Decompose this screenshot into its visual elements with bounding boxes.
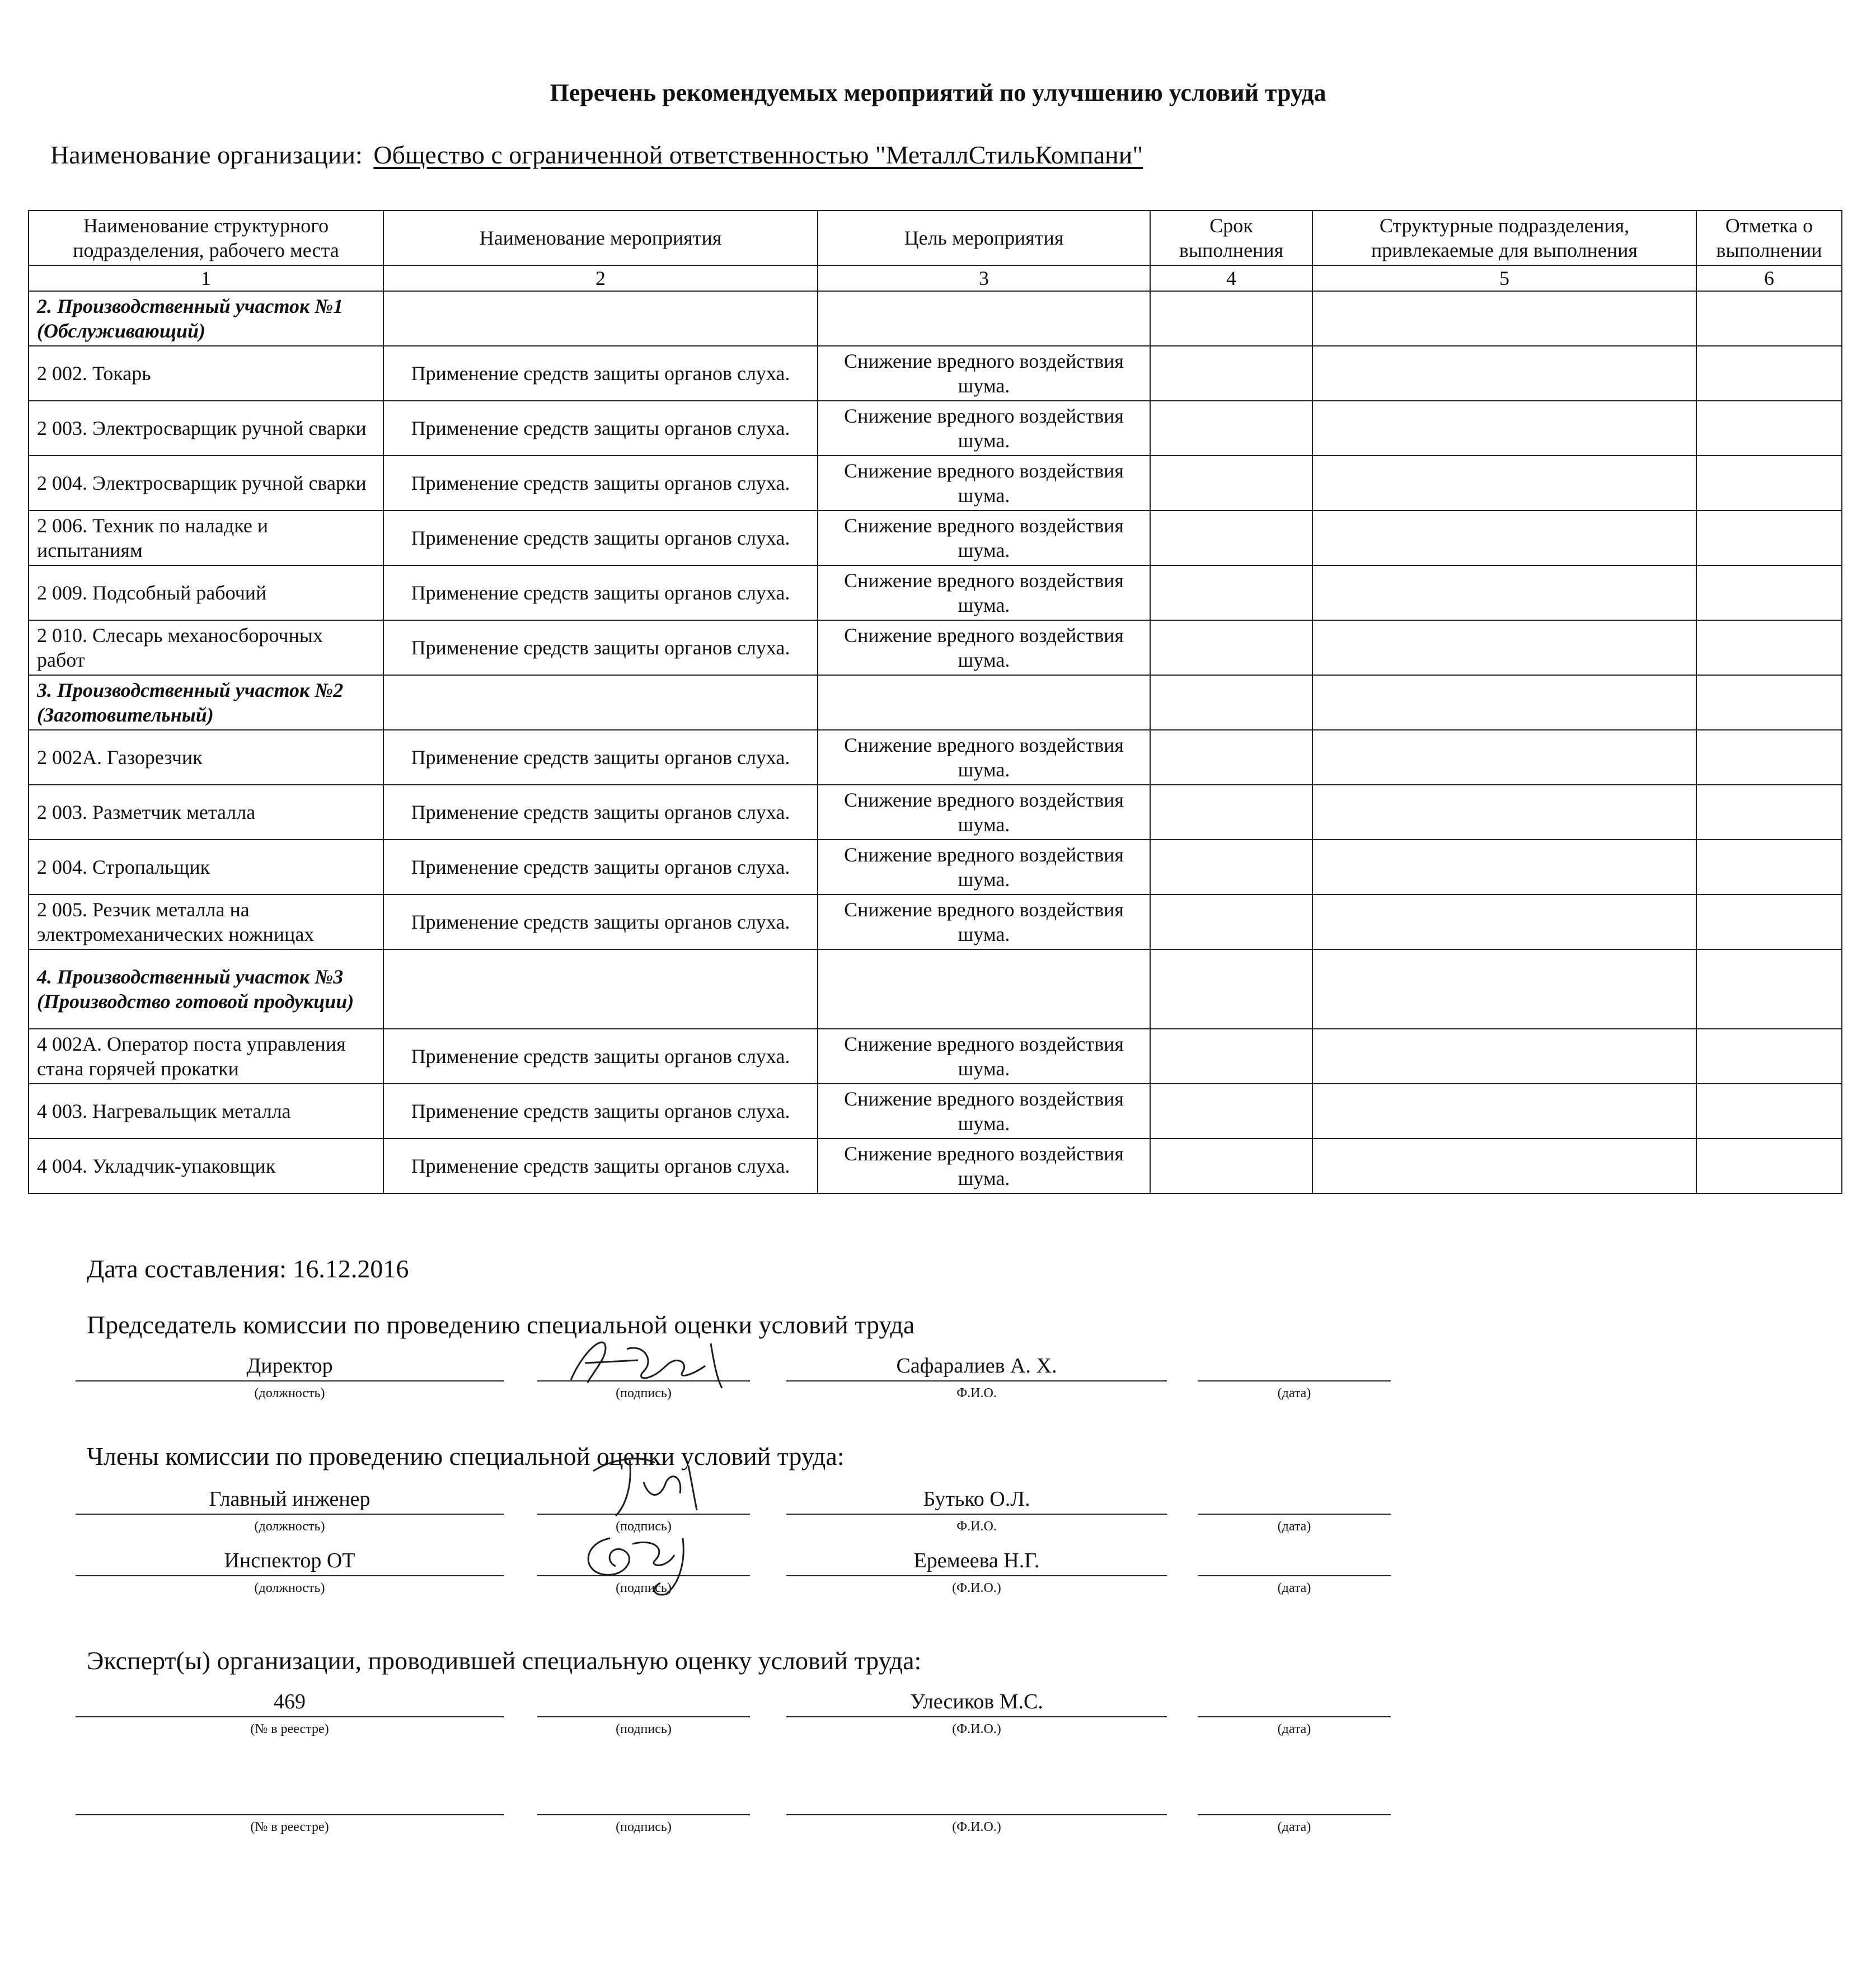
workplace-cell: 2 009. Подсобный рабочий — [29, 565, 383, 620]
measure-cell: Применение средств защиты органов слуха. — [383, 1084, 818, 1139]
measure-cell: Применение средств защиты органов слуха. — [383, 346, 818, 401]
measure-cell — [383, 949, 818, 1029]
name-field — [786, 1544, 1167, 1576]
departments-cell — [1312, 401, 1696, 456]
goal-cell: Снижение вредного воздействия шума. — [818, 346, 1150, 401]
caption: (подпись) — [616, 1722, 672, 1736]
document-title: Перечень рекомендуемых мероприятий по улучшению условий труда — [550, 79, 1326, 106]
table-row — [29, 401, 1842, 456]
goal-cell: Снижение вредного воздействия шума. — [818, 511, 1150, 565]
measure-cell: Применение средств защиты органов слуха. — [383, 1029, 818, 1084]
completion-cell — [1696, 730, 1842, 785]
goal-cell: Снижение вредного воздействия шума. — [818, 730, 1150, 785]
caption: Ф.И.О. — [956, 1519, 997, 1534]
workplace-cell: 2 003. Электросварщик ручной сварки — [29, 401, 383, 456]
workplace-cell: 2 010. Слесарь механосборочных работ — [29, 620, 383, 675]
section-row — [29, 291, 1842, 346]
table-row — [29, 511, 1842, 565]
caption: (должность) — [254, 1581, 325, 1595]
name-field — [786, 1685, 1167, 1717]
workplace-cell: 2 004. Электросварщик ручной сварки — [29, 456, 383, 511]
section-row — [29, 675, 1842, 730]
table-row — [29, 456, 1842, 511]
measure-cell: Применение средств защиты органов слуха. — [383, 456, 818, 511]
goal-cell: Снижение вредного воздействия шума. — [818, 894, 1150, 949]
completion-cell — [1696, 511, 1842, 565]
section-name: 4. Производственный участок №3 (Производство готовой продукции) — [29, 949, 383, 1029]
deadline-cell — [1150, 456, 1312, 511]
departments-cell — [1312, 1084, 1696, 1139]
measure-cell: Применение средств защиты органов слуха. — [383, 565, 818, 620]
column-number: 3 — [818, 265, 1150, 291]
table-row — [29, 346, 1842, 401]
workplace-cell: 2 004. Стропальщик — [29, 840, 383, 894]
caption: (Ф.И.О.) — [952, 1581, 1001, 1595]
measure-cell: Применение средств защиты органов слуха. — [383, 894, 818, 949]
measure-cell: Применение средств защиты органов слуха. — [383, 401, 818, 456]
departments-cell — [1312, 456, 1696, 511]
goal-cell — [818, 291, 1150, 346]
header-deadline: Срок выполнения — [1150, 210, 1312, 265]
completion-cell — [1696, 1084, 1842, 1139]
caption: (должность) — [254, 1519, 325, 1534]
column-number: 5 — [1312, 265, 1696, 291]
departments-cell — [1312, 620, 1696, 675]
measure-cell: Применение средств защиты органов слуха. — [383, 840, 818, 894]
column-number: 2 — [383, 265, 818, 291]
table-row — [29, 620, 1842, 675]
table-header-row — [29, 210, 1842, 265]
header-goal: Цель мероприятия — [818, 210, 1150, 265]
caption: (подпись) — [616, 1581, 672, 1595]
departments-cell — [1312, 291, 1696, 346]
completion-cell — [1696, 565, 1842, 620]
departments-cell — [1312, 1139, 1696, 1193]
deadline-cell — [1150, 949, 1312, 1029]
goal-cell — [818, 949, 1150, 1029]
completion-cell — [1696, 894, 1842, 949]
workplace-cell: 2 002А. Газорезчик — [29, 730, 383, 785]
deadline-cell — [1150, 894, 1312, 949]
table-row — [29, 894, 1842, 949]
caption: (Ф.И.О.) — [952, 1820, 1001, 1834]
caption: (подпись) — [616, 1820, 672, 1834]
workplace-cell: 2 002. Токарь — [29, 346, 383, 401]
position-value: Инспектор ОТ — [224, 1549, 355, 1572]
column-number: 6 — [1696, 265, 1842, 291]
position-value: Директор — [246, 1354, 333, 1378]
date-value: 16.12.2016 — [293, 1254, 409, 1283]
completion-cell — [1696, 620, 1842, 675]
deadline-cell — [1150, 511, 1312, 565]
measure-cell: Применение средств защиты органов слуха. — [383, 1139, 818, 1193]
completion-cell — [1696, 456, 1842, 511]
expert-signature-row — [0, 1783, 1876, 1839]
position-field — [76, 1482, 504, 1515]
caption: (№ в реестре) — [250, 1722, 329, 1736]
completion-cell — [1696, 949, 1842, 1029]
deadline-cell — [1150, 346, 1312, 401]
table-row — [29, 1029, 1842, 1084]
table-row — [29, 785, 1842, 840]
completion-cell — [1696, 291, 1842, 346]
date-field — [1198, 1783, 1391, 1815]
column-number: 1 — [29, 265, 383, 291]
registry-field — [76, 1685, 504, 1717]
departments-cell — [1312, 949, 1696, 1029]
measure-cell: Применение средств защиты органов слуха. — [383, 785, 818, 840]
completion-cell — [1696, 401, 1842, 456]
table-row — [29, 1084, 1842, 1139]
goal-cell: Снижение вредного воздействия шума. — [818, 565, 1150, 620]
caption: (дата) — [1277, 1820, 1311, 1834]
departments-cell — [1312, 1029, 1696, 1084]
position-field — [76, 1349, 504, 1381]
completion-cell — [1696, 1029, 1842, 1084]
registry-value: 469 — [274, 1690, 306, 1713]
name-field — [786, 1349, 1167, 1381]
compilation-date — [87, 1254, 409, 1284]
measures-table — [28, 210, 1842, 1194]
measure-cell: Применение средств защиты органов слуха. — [383, 730, 818, 785]
organization-name: Общество с ограниченной ответственностью "МеталлСтильКомпани" — [373, 140, 1143, 169]
expert-signature-row — [0, 1685, 1876, 1741]
column-number: 4 — [1150, 265, 1312, 291]
header-workplace: Наименование структурного подразделения, рабочего места — [29, 210, 383, 265]
deadline-cell — [1150, 620, 1312, 675]
workplace-cell: 4 004. Укладчик-упаковщик — [29, 1139, 383, 1193]
departments-cell — [1312, 675, 1696, 730]
workplace-cell: 2 003. Разметчик металла — [29, 785, 383, 840]
departments-cell — [1312, 840, 1696, 894]
completion-cell — [1696, 1139, 1842, 1193]
member-signature-row — [0, 1544, 1876, 1600]
completion-cell — [1696, 785, 1842, 840]
name-field — [786, 1482, 1167, 1515]
caption: (дата) — [1277, 1722, 1311, 1736]
goal-cell: Снижение вредного воздействия шума. — [818, 620, 1150, 675]
header-departments: Структурные подразделения, привлекаемые для выполнения — [1312, 210, 1696, 265]
caption: (Ф.И.О.) — [952, 1722, 1001, 1736]
workplace-cell: 2 005. Резчик металла на электромеханических ножницах — [29, 894, 383, 949]
caption: (№ в реестре) — [250, 1820, 329, 1834]
deadline-cell — [1150, 1084, 1312, 1139]
name-value: Бутько О.Л. — [923, 1487, 1030, 1511]
deadline-cell — [1150, 675, 1312, 730]
workplace-cell: 2 006. Техник по наладке и испытаниям — [29, 511, 383, 565]
completion-cell — [1696, 346, 1842, 401]
measure-cell — [383, 675, 818, 730]
registry-field — [76, 1783, 504, 1815]
table-row — [29, 1139, 1842, 1193]
goal-cell: Снижение вредного воздействия шума. — [818, 1084, 1150, 1139]
caption: (дата) — [1277, 1581, 1311, 1595]
deadline-cell — [1150, 565, 1312, 620]
signature-field — [537, 1783, 750, 1815]
column-number-row — [29, 265, 1842, 291]
signature-field — [537, 1685, 750, 1717]
header-completion-mark: Отметка о выполнении — [1696, 210, 1842, 265]
caption: (подпись) — [616, 1519, 672, 1534]
deadline-cell — [1150, 840, 1312, 894]
name-value: Еремеева Н.Г. — [913, 1549, 1040, 1572]
members-heading: Члены комиссии по проведению специальной оценки условий труда: — [87, 1442, 845, 1470]
goal-cell: Снижение вредного воздействия шума. — [818, 1029, 1150, 1084]
section-name: 2. Производственный участок №1 (Обслуживающий) — [29, 291, 383, 346]
completion-cell — [1696, 840, 1842, 894]
organization-label: Наименование организации: — [50, 140, 363, 169]
section-row — [29, 949, 1842, 1029]
departments-cell — [1312, 346, 1696, 401]
goal-cell: Снижение вредного воздействия шума. — [818, 456, 1150, 511]
date-field — [1198, 1482, 1391, 1515]
organization-line — [50, 140, 1143, 170]
measure-cell: Применение средств защиты органов слуха. — [383, 511, 818, 565]
handwritten-signature — [576, 1449, 711, 1521]
chairman-heading: Председатель комиссии по проведению специальной оценки условий труда — [87, 1310, 915, 1339]
caption: (должность) — [254, 1386, 325, 1401]
measure-cell — [383, 291, 818, 346]
name-value: Улесиков М.С. — [910, 1690, 1043, 1713]
table-row — [29, 565, 1842, 620]
departments-cell — [1312, 511, 1696, 565]
section-name: 3. Производственный участок №2 (Заготовительный) — [29, 675, 383, 730]
deadline-cell — [1150, 291, 1312, 346]
deadline-cell — [1150, 785, 1312, 840]
deadline-cell — [1150, 1029, 1312, 1084]
handwritten-signature — [560, 1332, 744, 1394]
goal-cell: Снижение вредного воздействия шума. — [818, 401, 1150, 456]
name-value: Сафаралиев А. Х. — [896, 1354, 1057, 1378]
completion-cell — [1696, 675, 1842, 730]
position-value: Главный инженер — [209, 1487, 370, 1511]
departments-cell — [1312, 785, 1696, 840]
workplace-cell: 4 003. Нагревальщик металла — [29, 1084, 383, 1139]
departments-cell — [1312, 565, 1696, 620]
table-row — [29, 730, 1842, 785]
caption: Ф.И.О. — [956, 1386, 997, 1401]
goal-cell — [818, 675, 1150, 730]
header-measure: Наименование мероприятия — [383, 210, 818, 265]
handwritten-signature — [571, 1521, 716, 1600]
date-field — [1198, 1544, 1391, 1576]
name-field — [786, 1783, 1167, 1815]
table-row — [29, 840, 1842, 894]
measure-cell: Применение средств защиты органов слуха. — [383, 620, 818, 675]
caption: (подпись) — [616, 1386, 672, 1401]
experts-heading: Эксперт(ы) организации, проводившей специальную оценку условий труда: — [87, 1646, 922, 1675]
position-field — [76, 1544, 504, 1576]
goal-cell: Снижение вредного воздействия шума. — [818, 840, 1150, 894]
caption: (дата) — [1277, 1519, 1311, 1534]
caption: (дата) — [1277, 1386, 1311, 1401]
deadline-cell — [1150, 730, 1312, 785]
goal-cell: Снижение вредного воздействия шума. — [818, 1139, 1150, 1193]
date-label: Дата составления: — [87, 1254, 287, 1283]
date-field — [1198, 1685, 1391, 1717]
departments-cell — [1312, 730, 1696, 785]
deadline-cell — [1150, 1139, 1312, 1193]
date-field — [1198, 1349, 1391, 1381]
departments-cell — [1312, 894, 1696, 949]
goal-cell: Снижение вредного воздействия шума. — [818, 785, 1150, 840]
member-signature-row — [0, 1482, 1876, 1538]
deadline-cell — [1150, 401, 1312, 456]
workplace-cell: 4 002А. Оператор поста управления стана горячей прокатки — [29, 1029, 383, 1084]
chairman-signature-row — [0, 1349, 1876, 1405]
